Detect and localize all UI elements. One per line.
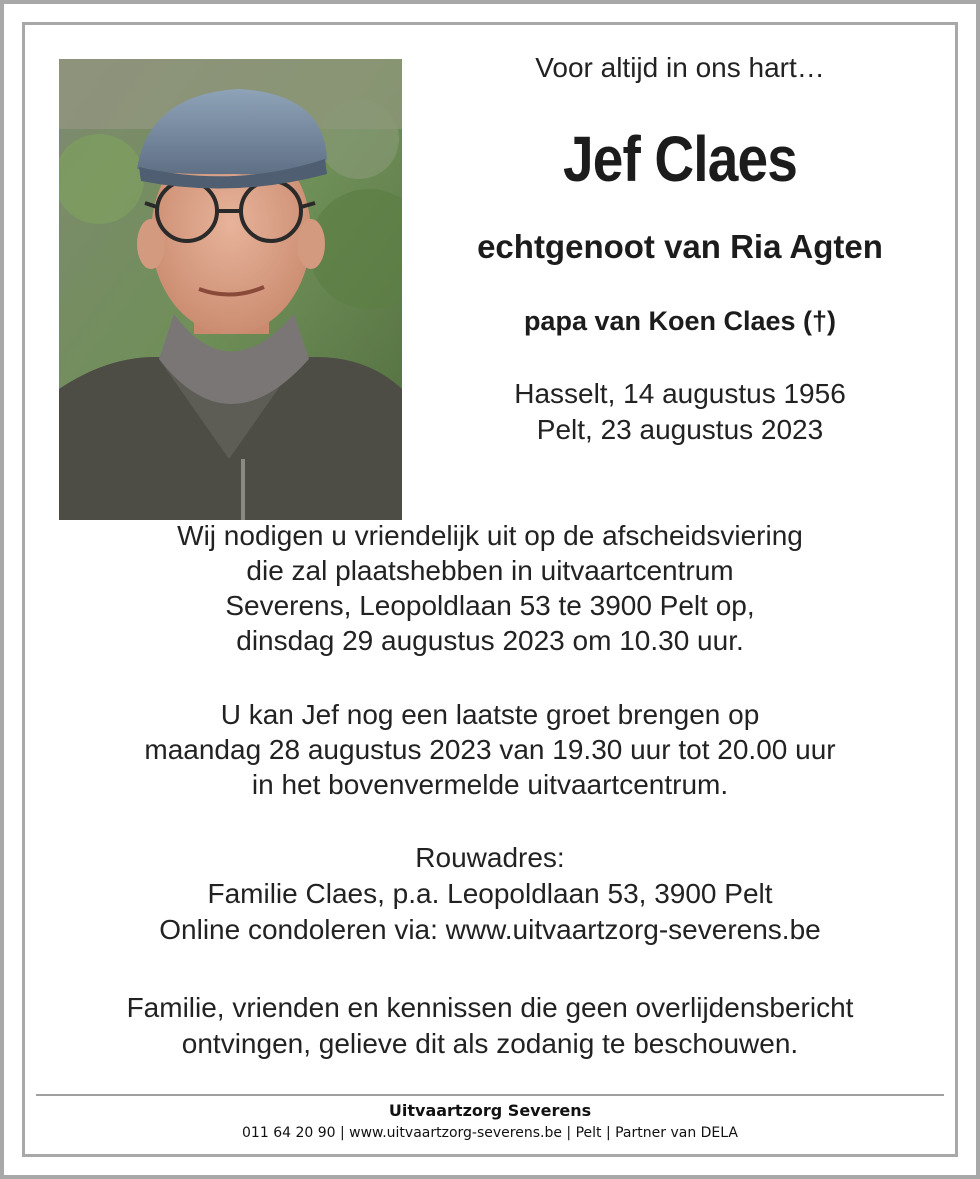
ceremony-paragraph — [40, 518, 940, 658]
ceremony-line: Wij nodigen u vriendelijk uit op de afscheidsviering — [177, 520, 803, 551]
life-dates — [430, 376, 930, 448]
mourning-address-heading: Rouwadres: — [415, 842, 565, 873]
ceremony-line: die zal plaatshebben in uitvaartcentrum — [246, 555, 734, 586]
death-line: Pelt, 23 augustus 2023 — [536, 414, 824, 445]
portrait-photo — [59, 59, 402, 520]
notice-paragraph — [40, 990, 940, 1062]
farewell-line: U kan Jef nog een laatste groet brengen op — [220, 699, 760, 730]
notice-line: Familie, vrienden en kennissen die geen overlijdensbericht — [126, 992, 854, 1023]
funeral-company-contact: 011 64 20 90 | www.uitvaartzorg-severens.be | Pelt | Partner van DELA — [242, 1125, 738, 1141]
child-line: papa van Koen Claes (†) — [523, 306, 837, 336]
mourning-address-line: Familie Claes, p.a. Leopoldlaan 53, 3900 Pelt — [207, 878, 773, 909]
deceased-name: Jef Claes — [563, 123, 797, 195]
funeral-company-name: Uitvaartzorg Severens — [388, 1101, 592, 1120]
ceremony-line: Severens, Leopoldlaan 53 te 3900 Pelt op, — [225, 590, 755, 621]
farewell-line: in het bovenvermelde uitvaartcentrum. — [251, 769, 729, 800]
farewell-paragraph — [40, 697, 940, 802]
notice-line: ontvingen, gelieve dit als zodanig te beschouwen. — [181, 1028, 799, 1059]
farewell-line: maandag 28 augustus 2023 van 19.30 uur tot 20.00 uur — [144, 734, 836, 765]
mourning-address-paragraph — [40, 840, 940, 948]
memorial-motto: Voor altijd in ons hart… — [535, 52, 825, 83]
footer-divider — [36, 1094, 944, 1096]
spouse-line: echtgenoot van Ria Agten — [477, 228, 883, 265]
online-condolence-line: Online condoleren via: www.uitvaartzorg-severens.be — [159, 914, 821, 945]
ceremony-line: dinsdag 29 augustus 2023 om 10.30 uur. — [236, 625, 744, 656]
birth-line: Hasselt, 14 augustus 1956 — [514, 378, 846, 409]
